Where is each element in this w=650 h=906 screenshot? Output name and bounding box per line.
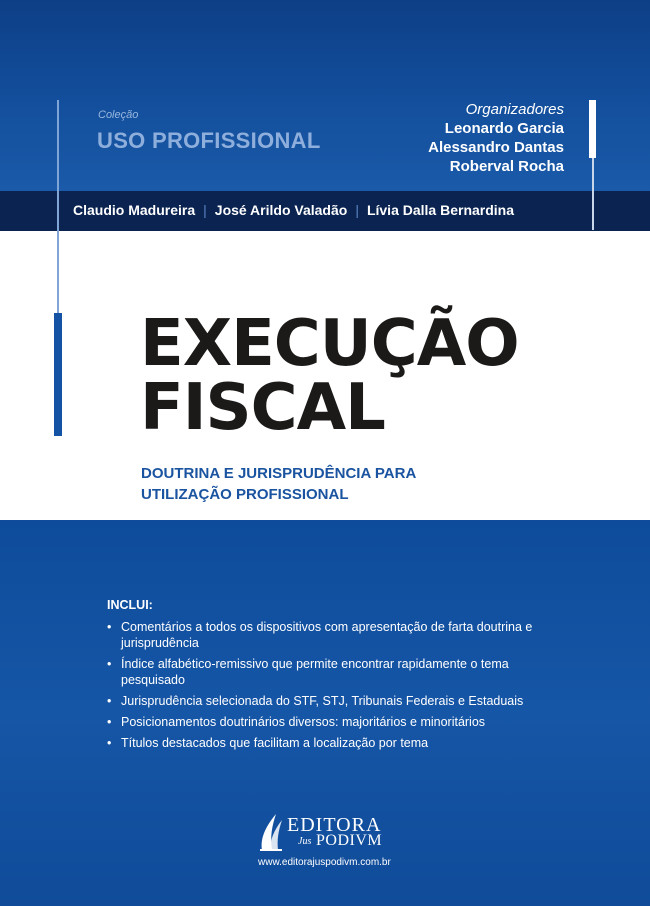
author-name: Claudio Madureira [73,202,196,218]
collection-name: USO PROFISSIONAL [97,128,321,153]
list-item: • Jurisprudência selecionada do STF, STJ, Tribunais Federais e Estaduais [107,694,524,708]
organizer-name: Roberval Rocha [449,158,564,175]
list-item: • Títulos destacados que facilitam a localização por tema [107,736,429,750]
author-name: Lívia Dalla Bernardina [366,202,515,218]
subtitle-line: DOUTRINA E JURISPRUDÊNCIA PARA [141,465,417,482]
book-title [140,307,519,445]
list-item: • Índice alfabético-remissivo que permite encontrar rapidamente o tema pesquisado [107,657,509,687]
organizer-name: Alessandro Dantas [428,139,564,156]
publisher-jus: Jus [298,836,312,847]
organizers-block [428,100,564,176]
publisher-editora: EDITORA [287,814,382,836]
publisher-url: www.editorajuspodivm.com.br [258,857,391,868]
quill-flame-icon [258,812,284,852]
bullet-icon: • [107,715,112,729]
authors-line [73,202,514,218]
list-item: • Posicionamentos doutrinários diversos: majoritários e minoritários [107,715,486,729]
includes-list [107,619,547,756]
author-name: José Arildo Valadão [214,202,348,218]
includes-heading: INCLUI: [107,598,153,612]
author-separator: | [355,202,359,218]
book-subtitle [141,463,416,505]
bullet-icon: • [107,620,112,634]
bullet-icon: • [107,657,112,671]
collection-label: Coleção [98,109,139,121]
right-accent-bar [589,100,596,158]
author-separator: | [203,202,207,218]
title-line: EXECUÇÃO [140,307,519,381]
list-item: • Comentários a todos os dispositivos com apresentação de farta doutrina e jurisprudência [107,620,533,650]
organizer-name: Leonardo Garcia [444,120,564,137]
left-accent-bar [54,313,62,436]
organizers-label: Organizadores [465,101,564,118]
bullet-icon: • [107,736,112,750]
bullet-icon: • [107,694,112,708]
subtitle-line: UTILIZAÇÃO PROFISSIONAL [141,486,349,503]
title-line: FISCAL [140,371,385,445]
publisher-podivm: PODIVM [316,832,383,849]
